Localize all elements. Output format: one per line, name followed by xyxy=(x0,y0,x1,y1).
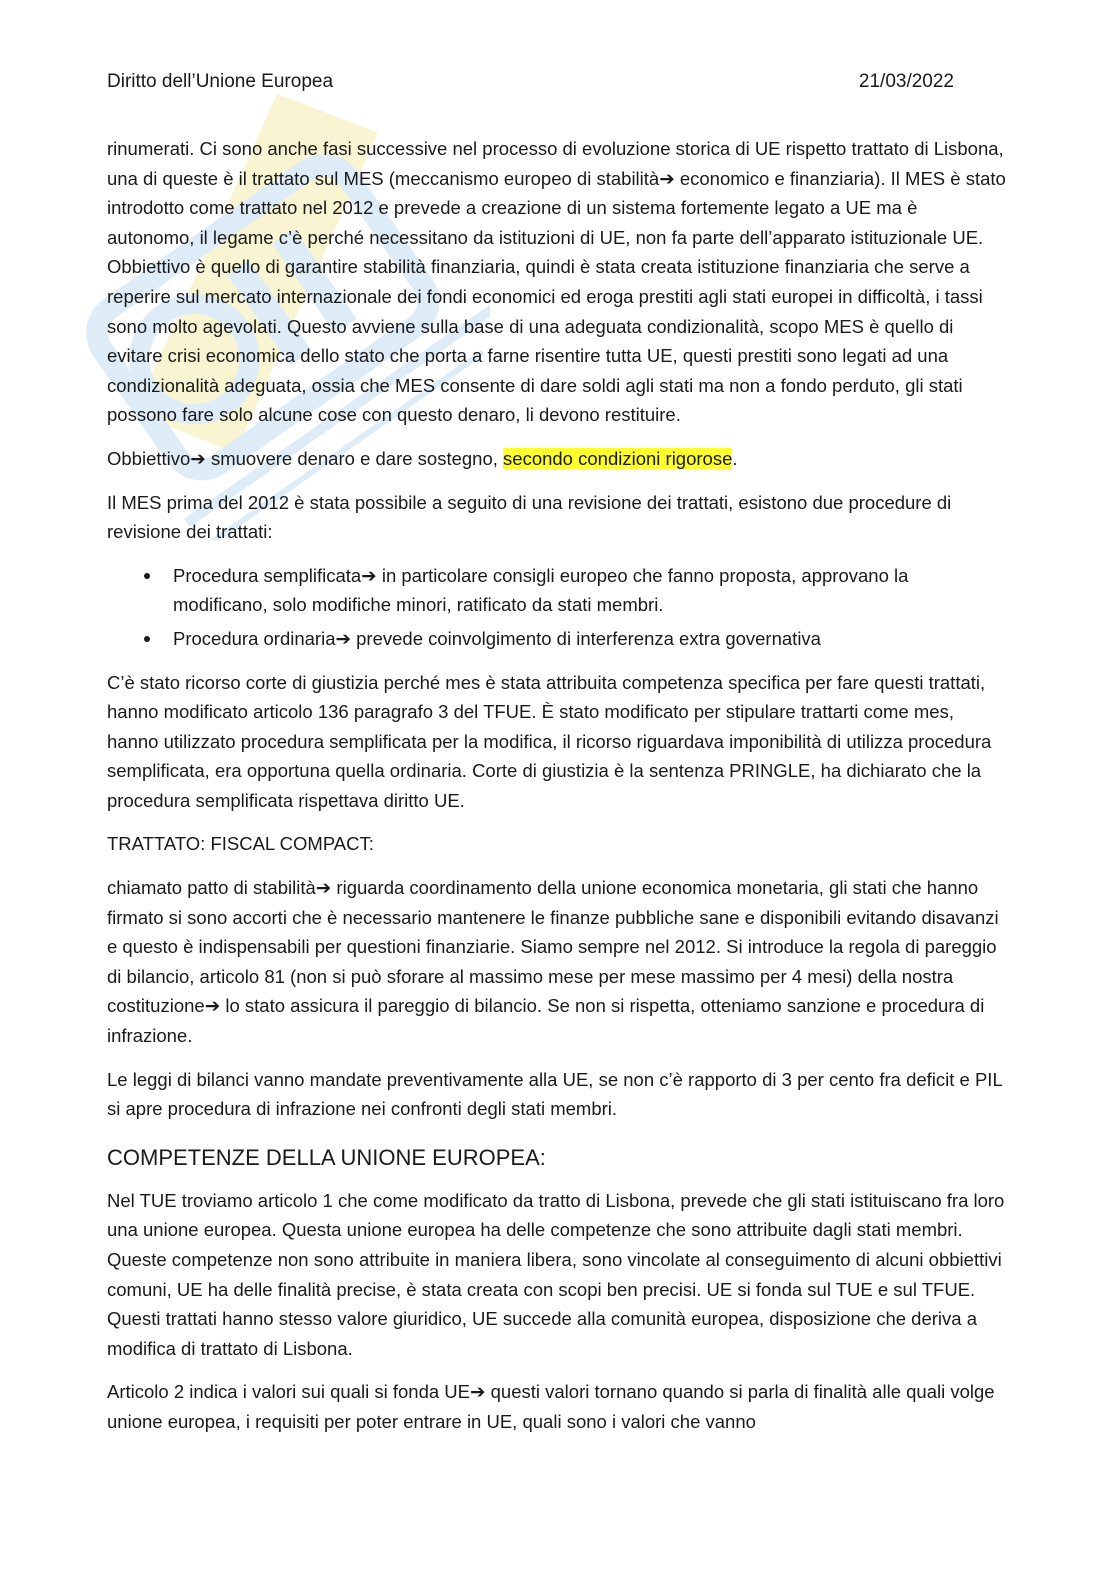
paragraph-leggi-bilancio: Le leggi di bilanci vanno mandate preventivamente alla UE, se non c’è rapporto di 3 per cento fra deficit e PIL si apre procedura di infrazione nei confronti degli stati membri. xyxy=(107,1068,1003,1120)
highlighted-text: secondo condizioni rigorose xyxy=(503,447,733,469)
arrow-icon: ➔ xyxy=(190,447,206,469)
paragraph-revisione: Il MES prima del 2012 è stata possibile a seguito di una revisione dei trattati, esistono due procedure di revisione dei trattati: xyxy=(107,491,952,543)
paragraph-patto-stabilita: chiamato patto di stabilità➔ riguarda coordinamento della unione economica monetaria, gli stati che hanno firmato si sono accorti che è necessario mantenere le finanze pubbliche sane e disponibili evitando disavanzi e questo è indispensabili per questioni finanziarie. Siamo sempre nel 2012. Si introduce la regola di pareggio di bilancio, articolo 81 (non si può sforare al massimo mese per mese massimo per 4 mesi) della nostra costituzione➔ lo stato assicura il pareggio di bilancio. Se non si rispetta, otteniamo sanzione e procedura di infrazione. xyxy=(107,877,999,1047)
arrow-icon: ➔ xyxy=(335,627,351,649)
paragraph-articolo-2: Articolo 2 indica i valori sui quali si fonda UE➔ questi valori tornano quando si parla di finalità alle quali volge unione europea, i requisiti per poter entrare in UE, quali sono i valori che vanno xyxy=(107,1381,995,1432)
page-header xyxy=(107,70,954,94)
document-date: 21/03/2022 xyxy=(858,71,954,92)
paragraph-ricorso: C’è stato ricorso corte di giustizia perché mes è stata attribuita competenza specifica per fare questi trattati, hanno modificato articolo 136 paragrafo 3 del TFUE. È stato modificato per stipulare trattarti come mes, hanno utilizzato procedura semplificata per la modifica, il ricorso riguardava imponibilità di utilizza procedura semplificata, era opportuna quella ordinaria. Corte di giustizia è la sentenza PRINGLE, ha dichiarato che la procedura semplificata rispettava diritto UE. xyxy=(107,671,992,811)
arrow-icon: ➔ xyxy=(659,167,675,189)
arrow-icon: ➔ xyxy=(361,564,377,586)
paragraph-tue: Nel TUE troviamo articolo 1 che come modificato da tratto di Lisbona, prevede che gli stati istituiscano fra loro una unione europea. Questa unione europea ha delle competenze che sono attribuite dagli stati membri. Queste competenze non sono attribuite in maniera libera, sono vincolate al conseguimento di alcuni obbiettivi comuni, UE ha delle finalità precise, è stata creata con scopi ben precisi. UE si fonda sul TUE e sul TFUE. Questi trattati hanno stesso valore giuridico, UE succede alla comunità europea, disposizione che deriva a modifica di trattato di Lisbona. xyxy=(107,1189,1005,1359)
arrow-icon: ➔ xyxy=(204,995,221,1017)
arrow-icon: ➔ xyxy=(469,1381,486,1403)
procedure-list xyxy=(107,561,1007,654)
document-body xyxy=(107,134,1007,1451)
list-item: Procedura semplificata➔ in particolare consigli europeo che fanno proposta, approvano la modificano, solo modifiche minori, ratificato da stati membri. xyxy=(173,561,1007,620)
paragraph-obbiettivo: Obbiettivo➔ smuovere denaro e dare sostegno, secondo condizioni rigorose. xyxy=(107,447,738,469)
paragraph-mes: rinumerati. Ci sono anche fasi successive nel processo di evoluzione storica di UE rispetto trattato di Lisbona, una di queste è il trattato sul MES (meccanismo europeo di stabilità➔ economico e finanziaria). Il MES è stato introdotto come trattato nel 2012 e prevede a creazione di un sistema fortemente legato a UE ma è autonomo, il legame c’è perché necessitano da istituzioni di UE, non fa parte dell’apparato istituzionale UE. Obbiettivo è quello di garantire stabilità finanziaria, quindi è stata creata istituzione finanziaria che serve a reperire sul mercato internazionale dei fondi economici ed eroga prestiti agli stati europei in difficoltà, i tassi sono molto agevolati. Questo avviene sulla base di una adeguata condizionalità, scopo MES è quello di evitare crisi economica dello stato che porta a farne risentire tutta UE, questi prestiti sono legati ad una condizionalità adeguata, ossia che MES consente di dare soldi agli stati ma non a fondo perduto, gli stati possono fare solo alcune cose con questo denaro, li devono restituire. xyxy=(107,138,1006,426)
list-item: Procedura ordinaria➔ prevede coinvolgimento di interferenza extra governativa xyxy=(173,624,1007,654)
paragraph-fiscal-compact-title: TRATTATO: FISCAL COMPACT: xyxy=(107,833,374,855)
document-title: Diritto dell’Unione Europea xyxy=(107,71,334,92)
section-heading: COMPETENZE DELLA UNIONE EUROPEA: xyxy=(107,1144,546,1170)
arrow-icon: ➔ xyxy=(315,877,332,899)
